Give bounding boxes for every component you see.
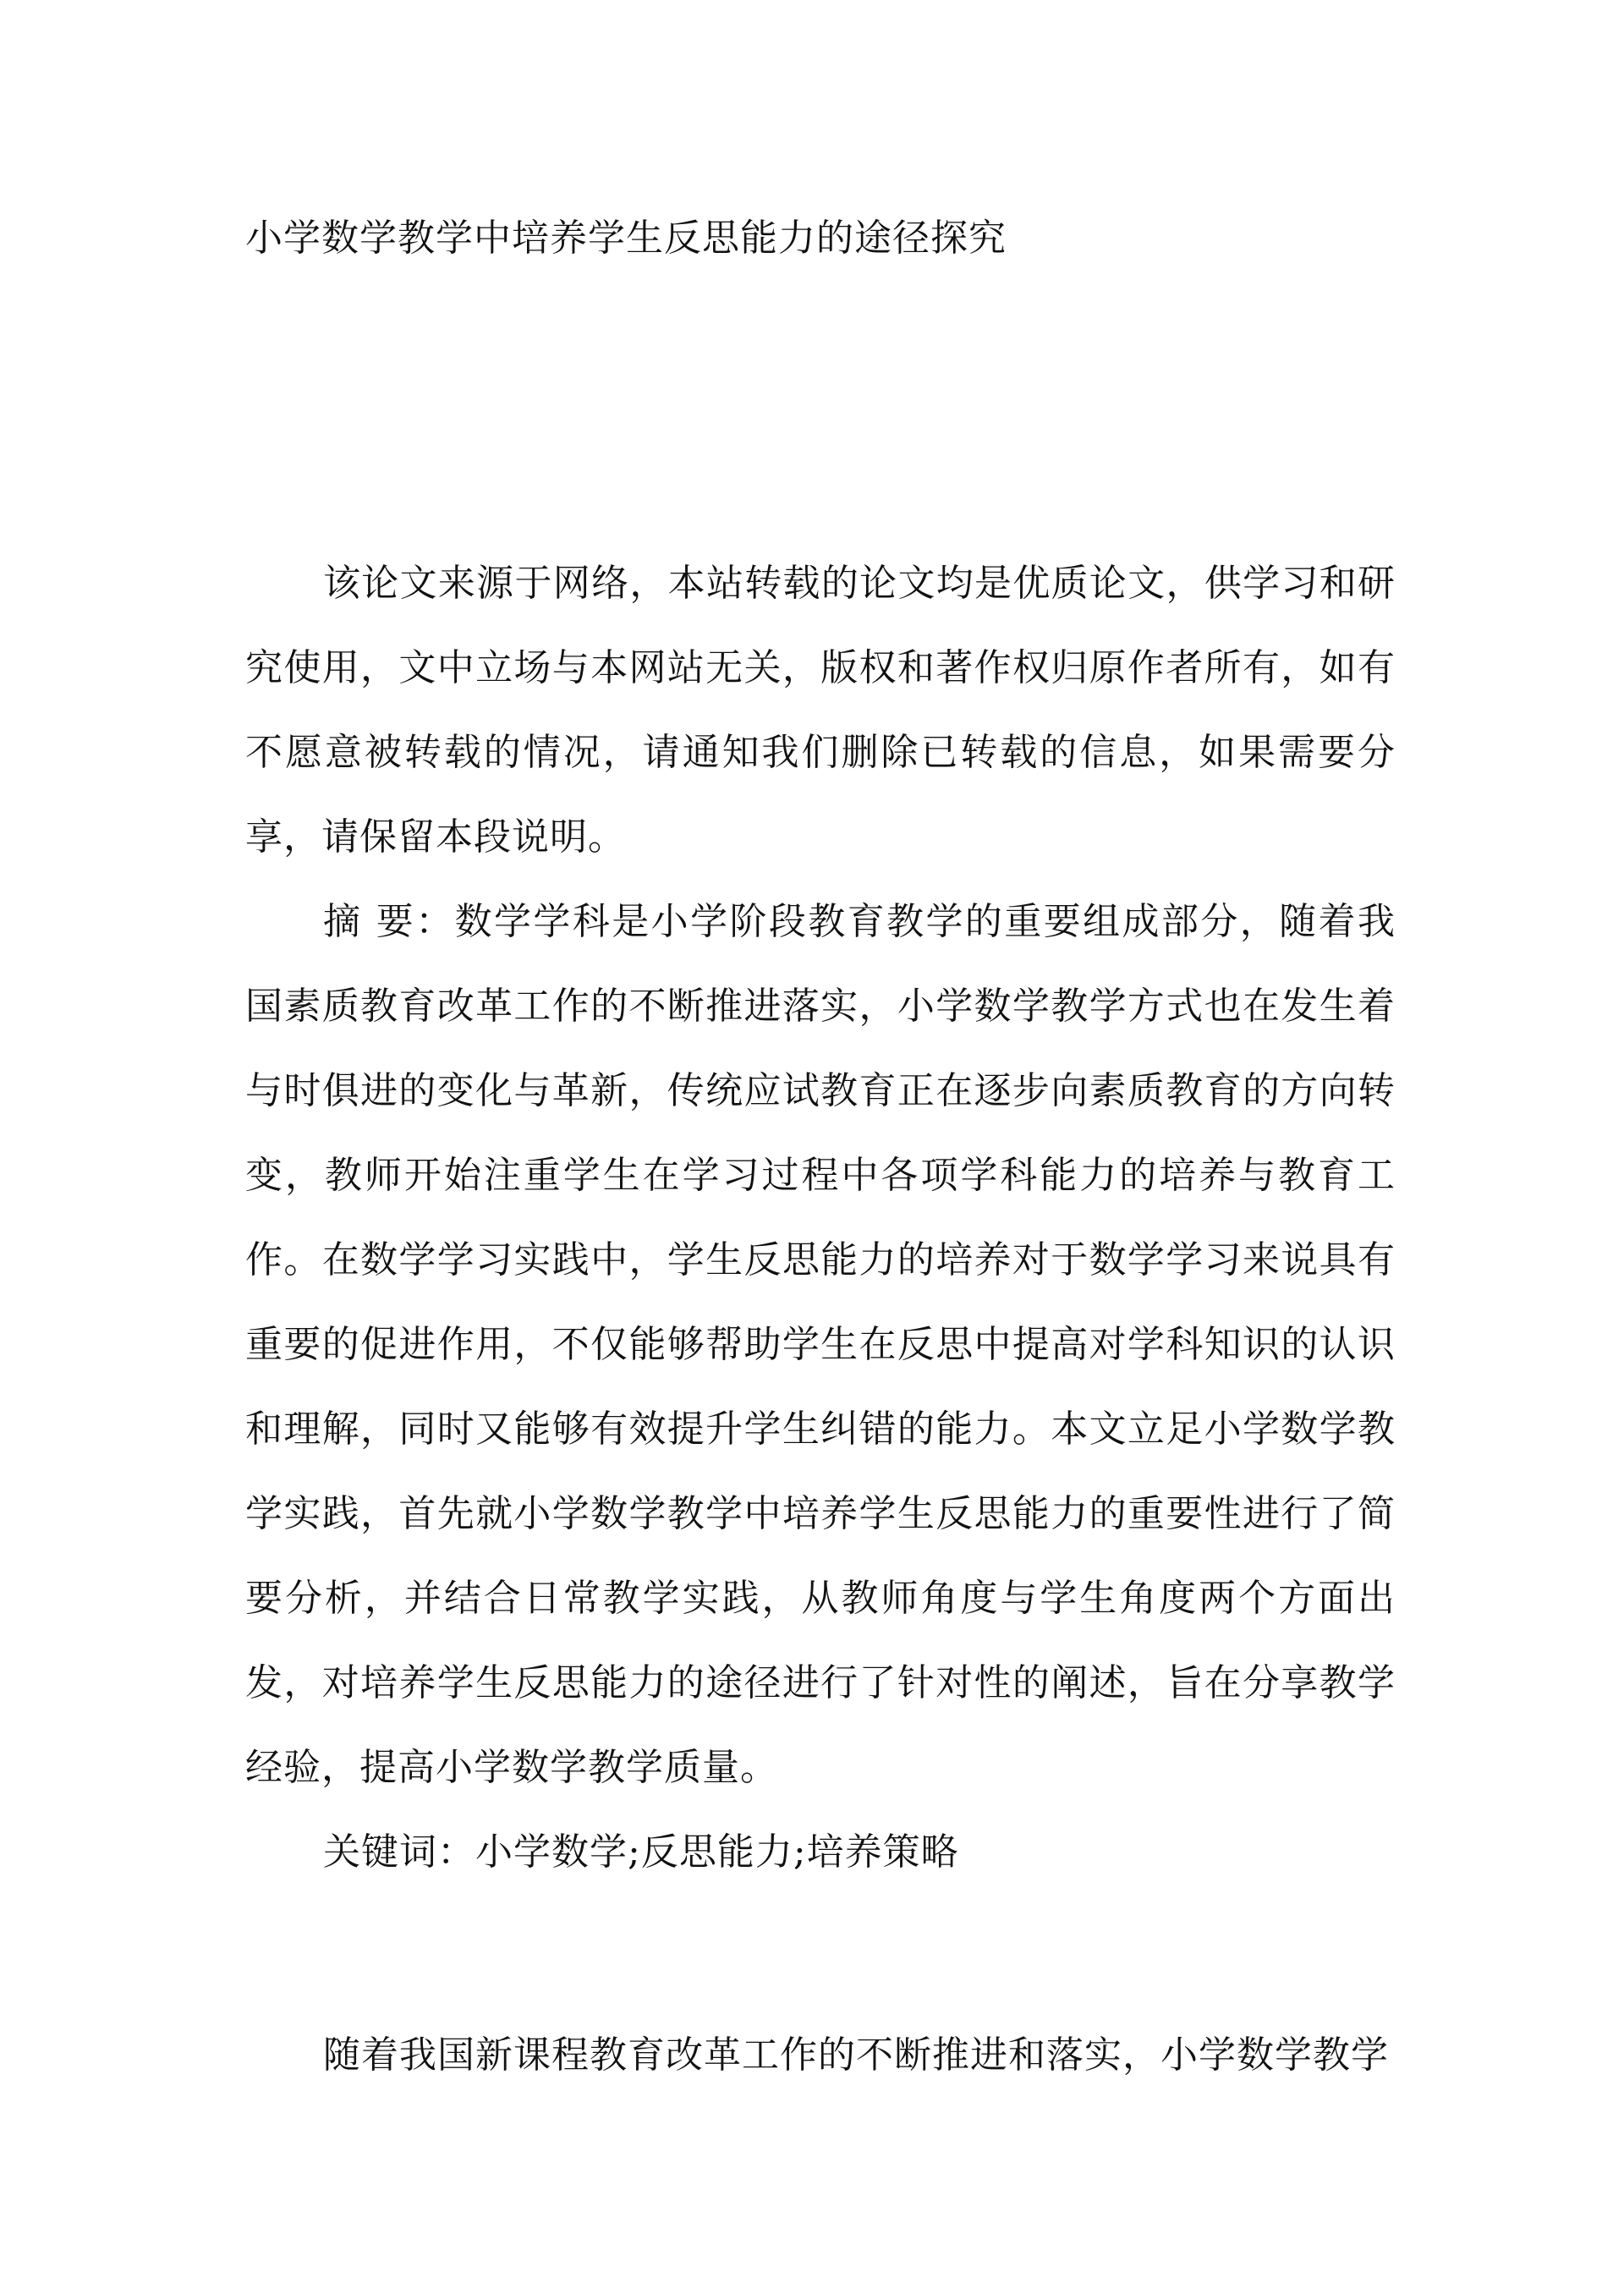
notice-paragraph-block <box>245 541 1396 880</box>
keywords-paragraph-block <box>245 1810 1396 1895</box>
intro-paragraph: 随着我国新课程教育改革工作的不断推进和落实，小学数学教学 <box>323 2033 1389 2077</box>
document-title: 小学数学教学中培养学生反思能力的途径探究 <box>245 217 1007 260</box>
intro-paragraph-block <box>245 2013 1396 2098</box>
abstract-paragraph-block <box>245 880 1396 1810</box>
keywords-paragraph: 关键词：小学数学;反思能力;培养策略 <box>323 1830 959 1874</box>
notice-paragraph: 该论文来源于网络，本站转载的论文均是优质论文，供学习和研究使用，文中立场与本网站无关，版权和著作权归原作者所有，如有不愿意被转载的情况，请通知我们删除已转载的信息，如果需要分享，请保留本段说明。 <box>245 562 1396 859</box>
abstract-paragraph: 摘 要：数学学科是小学阶段教育教学的重要组成部分，随着我国素质教育改革工作的不断推进落实，小学数学教学方式也在发生着与时俱进的变化与革新，传统应试教育正在逐步向素质教育的方向转变，教师开始注重学生在学习过程中各项学科能力的培养与教育工作。在数学学习实践中，学生反思能力的培养对于数学学习来说具有重要的促进作用，不仅能够帮助学生在反思中提高对学科知识的认识和理解，同时又能够有效提升学生纠错的能力。本文立足小学数学教学实践，首先就小学数学教学中培养学生反思能力的重要性进行了简要分析，并结合日常教学实践，从教师角度与学生角度两个方面出发，对培养学生反思能力的途径进行了针对性的阐述，旨在分享教学经验，提高小学数学教学质量。 <box>245 900 1396 1789</box>
